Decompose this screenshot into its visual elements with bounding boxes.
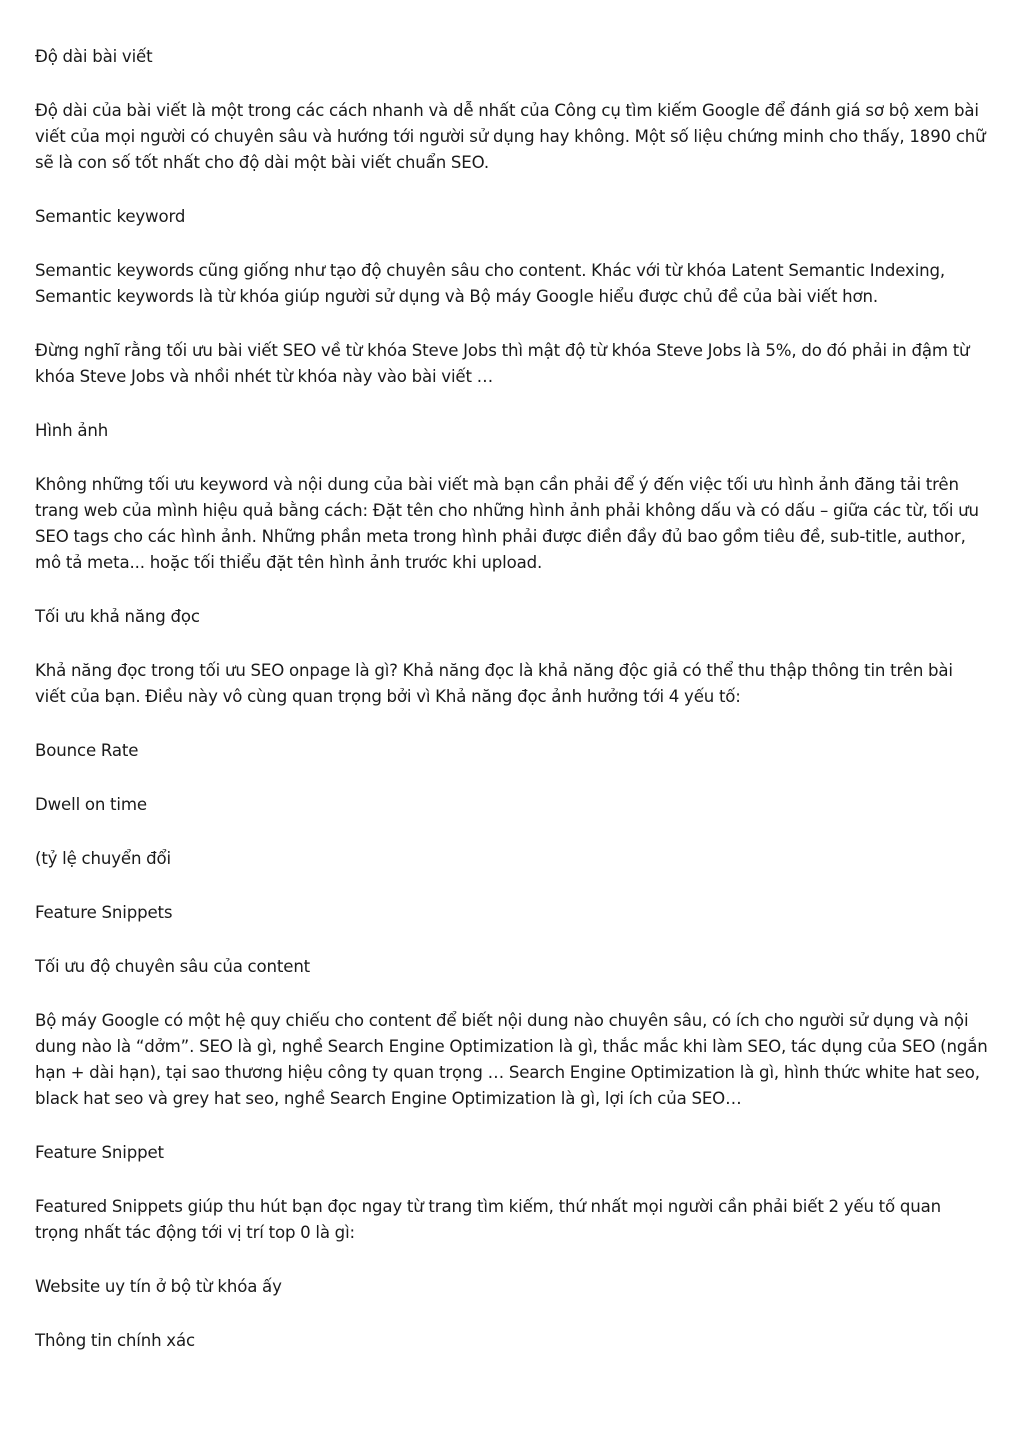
list-item-dwell-time: Dwell on time [35,795,147,814]
heading-content-depth: Tối ưu độ chuyên sâu của content [35,957,311,976]
paragraph-semantic-keywords: Semantic keywords cũng giống như tạo độ chuyên sâu cho content. Khác với từ khóa Latent Semantic Indexing, Semantic keywords là từ khóa giúp người sử dụng và Bộ máy Google hiểu được chủ đề của bài viết hơn. [35,261,946,306]
paragraph-featured-snippets: Featured Snippets giúp thu hút bạn đọc ngay từ trang tìm kiếm, thứ nhất mọi người cần phải biết 2 yếu tố quan trọng nhất tác động tới vị trí top 0 là gì: [35,1197,941,1242]
heading-readability: Tối ưu khả năng đọc [35,607,200,626]
paragraph-article-length: Độ dài của bài viết là một trong các cách nhanh và dễ nhất của Công cụ tìm kiếm Google để đánh giá sơ bộ xem bài viết của mọi người có chuyên sâu và hướng tới người sử dụng hay không. Một số liệu chứng minh cho thấy, 1890 chữ sẽ là con số tốt nhất cho độ dài một bài viết chuẩn SEO. [35,101,986,172]
list-item-conversion-rate: (tỷ lệ chuyển đổi [35,849,171,868]
paragraph-content-depth: Bộ máy Google có một hệ quy chiếu cho content để biết nội dung nào chuyên sâu, có ích cho người sử dụng và nội dung nào là “dởm”. SEO là gì, nghề Search Engine Optimization là gì, thắc mắc khi làm SEO, tác dụng của SEO (ngắn hạn + dài hạn), tại sao thương hiệu công ty quan trọng … Search Engine Optimization là gì, hình thức white hat seo, black hat seo và grey hat seo, nghề Search Engine Optimization là gì, lợi ích của SEO… [35,1011,988,1108]
list-item-accurate-info: Thông tin chính xác [35,1331,195,1350]
paragraph-image-optimization: Không những tối ưu keyword và nội dung của bài viết mà bạn cần phải để ý đến việc tối ưu hình ảnh đăng tải trên trang web của mình hiệu quả bằng cách: Đặt tên cho những hình ảnh phải không dấu và có dấu – giữa các từ, tối ưu SEO tags cho các hình ảnh. Những phần meta trong hình phải được điền đầy đủ bao gồm tiêu đề, sub-title, author, mô tả meta... hoặc tối thiểu đặt tên hình ảnh trước khi upload. [35,475,979,572]
heading-feature-snippet: Feature Snippet [35,1143,164,1162]
list-item-feature-snippets: Feature Snippets [35,903,173,922]
paragraph-keyword-density: Đừng nghĩ rằng tối ưu bài viết SEO về từ khóa Steve Jobs thì mật độ từ khóa Steve Jobs là 5%, do đó phải in đậm từ khóa Steve Jobs và nhồi nhét từ khóa này vào bài viết … [35,341,970,386]
list-item-trusted-website: Website uy tín ở bộ từ khóa ấy [35,1277,282,1296]
heading-images: Hình ảnh [35,421,109,440]
list-item-bounce-rate: Bounce Rate [35,741,139,760]
paragraph-readability: Khả năng đọc trong tối ưu SEO onpage là gì? Khả năng đọc là khả năng độc giả có thể thu thập thông tin trên bài viết của bạn. Điều này vô cùng quan trọng bởi vì Khả năng đọc ảnh hưởng tới 4 yếu tố: [35,661,953,706]
heading-semantic-keyword: Semantic keyword [35,207,186,226]
heading-article-length: Độ dài bài viết [35,47,153,66]
